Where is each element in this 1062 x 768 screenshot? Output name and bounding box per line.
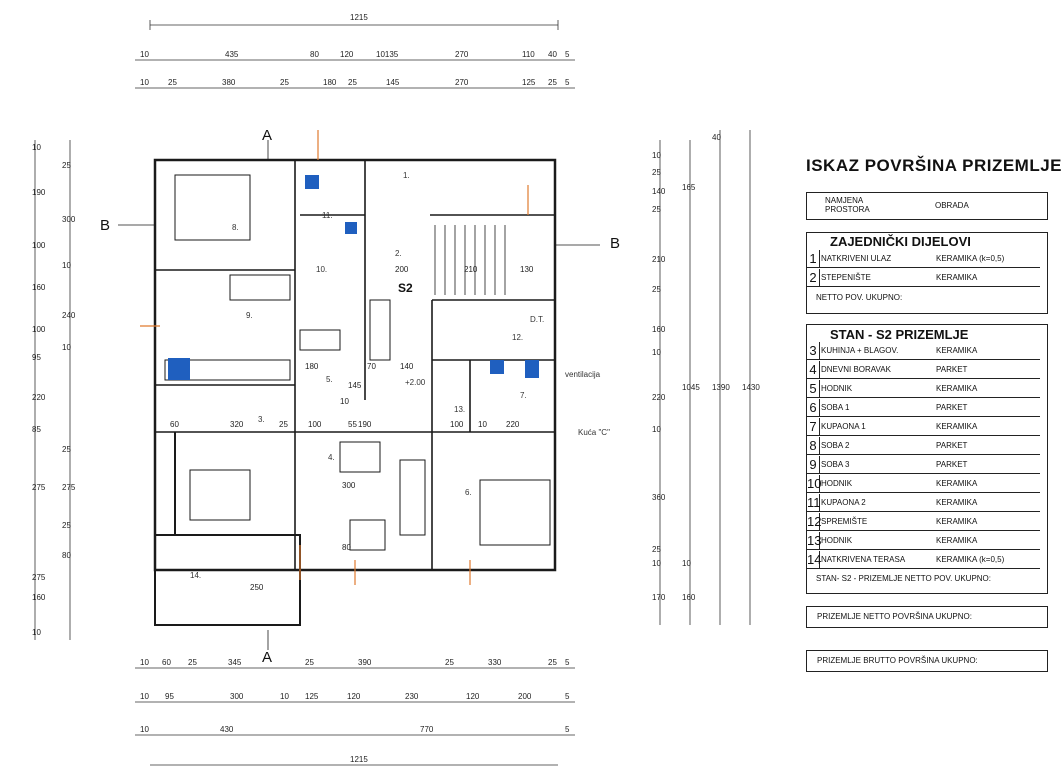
dim: 80 (342, 543, 351, 552)
room-name: KUPAONA 2 (821, 498, 866, 507)
room-3-label: 3. (258, 415, 265, 424)
room-finish: KERAMIKA (936, 422, 978, 431)
room-finish: KERAMIKA (936, 384, 978, 393)
room-9-label: 9. (246, 311, 253, 320)
right-dims-col1 (652, 151, 666, 602)
dim: 10 (280, 692, 289, 701)
dim: 345 (228, 658, 242, 667)
schedule-row (806, 437, 1036, 455)
room-14-label: 14. (190, 571, 202, 580)
dt-label: D.T. (530, 315, 545, 324)
schedule-row (806, 513, 1036, 531)
bottom-dimension-lines (135, 668, 575, 765)
dim: 25 (305, 658, 314, 667)
room-finish: KERAMIKA (936, 517, 978, 526)
bottom-dim-row3 (140, 725, 570, 734)
room-finish: PARKET (936, 403, 968, 412)
dim: 210 (652, 255, 666, 264)
dim: 70 (367, 362, 376, 371)
section-marks (100, 127, 620, 666)
room-finish: KERAMIKA (936, 498, 978, 507)
dim: 5 (565, 725, 570, 734)
dim: 5 (565, 50, 570, 59)
dim: 390 (358, 658, 372, 667)
top-dim-row1 (140, 50, 570, 59)
room-6-label: 6. (465, 488, 472, 497)
room-name: HODNIK (821, 479, 853, 488)
room-number: 4 (806, 361, 820, 379)
dim: 10 (140, 692, 149, 701)
row-divider (820, 378, 1040, 379)
dim: 100 (308, 420, 322, 429)
dim: 330 (488, 658, 502, 667)
dim: 320 (230, 420, 244, 429)
dim: 10 (140, 78, 149, 87)
room-finish: KERAMIKA (936, 536, 978, 545)
room-13-label: 13. (454, 405, 466, 414)
dim: 55 (348, 420, 357, 429)
dim: 230 (405, 692, 419, 701)
room-number: 8 (806, 437, 820, 455)
room-number: 10 (807, 476, 822, 491)
dim: 770 (420, 725, 434, 734)
dim: 140 (400, 362, 414, 371)
dim: 270 (455, 78, 469, 87)
dim: 100 (450, 420, 464, 429)
dim: 5 (565, 78, 570, 87)
room-4-label: 4. (328, 453, 335, 462)
dim: 275 (32, 573, 46, 582)
neighbor-house-label: Kuća "C" (578, 428, 610, 437)
schedule-title: ISKAZ POVRŠINA PRIZEMLJE (806, 156, 1062, 175)
dim: 10 (478, 420, 487, 429)
row-divider (820, 359, 1040, 360)
room-name: KUHINJA + BLAGOV. (821, 346, 899, 355)
room-finish: PARKET (936, 441, 968, 450)
dim: 25 (188, 658, 197, 667)
dim: 1430 (742, 383, 760, 392)
dim: 250 (250, 583, 264, 592)
room-number: 7 (806, 418, 820, 436)
dim: 10 (140, 50, 149, 59)
row-divider (820, 568, 1040, 569)
schedule-header (806, 192, 1048, 220)
dim: 130 (520, 265, 534, 274)
dim: 10 (62, 261, 71, 270)
schedule-row (806, 342, 1036, 360)
bottom-dim-row2 (140, 692, 570, 701)
shared-heading: ZAJEDNIČKI DIJELOVI (830, 234, 971, 249)
room-finish: PARKET (936, 460, 968, 469)
room-number: 5 (806, 380, 820, 398)
section-b-right: B (610, 235, 621, 252)
room-name: SOBA 1 (821, 403, 850, 412)
schedule-row (806, 494, 1036, 512)
dim: 125 (305, 692, 319, 701)
dim: 25 (62, 161, 71, 170)
header-namjena: NAMJENA PROSTORA (825, 196, 870, 214)
room-name: HODNIK (821, 536, 853, 545)
dim: 120 (347, 692, 361, 701)
dim: 300 (62, 215, 76, 224)
unit-label: S2 (398, 281, 413, 295)
room-number: 14 (807, 552, 822, 567)
room-12-label: 12. (512, 333, 524, 342)
room-number: 11 (807, 495, 821, 510)
dim: 220 (652, 393, 666, 402)
dim: 160 (32, 593, 46, 602)
dim: 10 (32, 143, 41, 152)
dim: 10 (340, 397, 349, 406)
dim: 200 (395, 265, 409, 274)
bottom-total-dim: 1215 (350, 755, 368, 764)
right-dims-col2 (682, 183, 700, 602)
section-b-left: B (100, 217, 111, 234)
room-number: 3 (806, 342, 820, 360)
schedule-row (806, 380, 1036, 398)
dim: 240 (62, 311, 76, 320)
terrace-outline (155, 432, 300, 625)
dim: 220 (32, 393, 46, 402)
room-name: SOBA 3 (821, 460, 850, 469)
room-name: KUPAONA 1 (821, 422, 866, 431)
room-7-label: 7. (520, 391, 527, 400)
top-dim-row2 (140, 78, 570, 87)
row-divider (820, 492, 1040, 493)
dim: 5 (565, 692, 570, 701)
dim: 10 (140, 658, 149, 667)
room-finish: PARKET (936, 365, 968, 374)
dim: 360 (652, 493, 666, 502)
dim: 270 (455, 50, 469, 59)
room-1-label: 1. (403, 171, 410, 180)
orange-markers (140, 130, 528, 585)
dim: 60 (170, 420, 179, 429)
dim: 435 (225, 50, 239, 59)
dim: 10 (682, 559, 691, 568)
room-8-label: 8. (232, 223, 239, 232)
schedule-row (806, 532, 1036, 550)
room-number: 12 (807, 514, 822, 529)
right-dimension-lines (660, 130, 750, 625)
dim: 10 (652, 559, 661, 568)
dim: 80 (62, 551, 71, 560)
dim: 5 (565, 658, 570, 667)
row-divider (820, 286, 1040, 287)
dim: 25 (548, 658, 557, 667)
dim: 160 (682, 593, 696, 602)
row-divider (820, 473, 1040, 474)
dim: 25 (548, 78, 557, 87)
dim: 210 (464, 265, 478, 274)
dim: 60 (162, 658, 171, 667)
dim: 180 (323, 78, 337, 87)
header-obrada: OBRADA (935, 201, 969, 210)
dim: 170 (652, 593, 666, 602)
row-divider (820, 435, 1040, 436)
level-label: +2.00 (405, 378, 426, 387)
dim: 220 (506, 420, 520, 429)
stair-treads (435, 225, 505, 295)
schedule-row (806, 399, 1036, 417)
dim: 25 (280, 78, 289, 87)
dim: 165 (682, 183, 696, 192)
schedule-row (806, 361, 1036, 379)
dim: 160 (652, 325, 666, 334)
dim: 100 (32, 325, 46, 334)
dim: 120 (466, 692, 480, 701)
dim: 10 (652, 425, 661, 434)
room-name: NATKRIVENA TERASA (821, 555, 906, 564)
dim: 300 (230, 692, 244, 701)
room-name: SOBA 2 (821, 441, 850, 450)
dim: 80 (310, 50, 319, 59)
floor-gross-box (806, 650, 1048, 672)
dim: 25 (62, 445, 71, 454)
room-number: 9 (806, 456, 820, 474)
row-divider (820, 267, 1040, 268)
dim: 275 (62, 483, 76, 492)
dim: 275 (32, 483, 46, 492)
room-name: STEPENIŠTE (821, 273, 871, 282)
dim: 85 (32, 425, 41, 434)
dim: 25 (445, 658, 454, 667)
dim: 145 (348, 381, 362, 390)
schedule-row (806, 269, 1036, 287)
dim: 10 (652, 151, 661, 160)
room-finish: KERAMIKA (k=0,5) (936, 555, 1005, 564)
dim: 100 (32, 241, 46, 250)
dim: 25 (652, 545, 661, 554)
unit-total: STAN- S2 - PRIZEMLJE NETTO POV. UKUPNO: (816, 574, 991, 583)
right-dims-col3 (712, 133, 730, 392)
dim: 10135 (376, 50, 399, 59)
room-name: HODNIK (821, 384, 853, 393)
schedule-row (806, 475, 1036, 493)
bathroom-fixtures (168, 175, 539, 380)
room-2-label: 2. (395, 249, 402, 258)
section-a-top: A (262, 127, 273, 144)
dim: 25 (652, 285, 661, 294)
room-finish: KERAMIKA (936, 479, 978, 488)
room-5-label: 5. (326, 375, 333, 384)
right-dims-col4 (742, 383, 760, 392)
row-divider (820, 397, 1040, 398)
dim: 95 (32, 353, 41, 362)
dim: 190 (358, 420, 372, 429)
dim: 10 (32, 628, 41, 637)
floor-net-box (806, 606, 1048, 628)
room-finish: KERAMIKA (936, 346, 978, 355)
dim: 1045 (682, 383, 700, 392)
room-number: 6 (806, 399, 820, 417)
room-number: 2 (806, 269, 820, 287)
room-name: NATKRIVENI ULAZ (821, 254, 892, 263)
unit-heading: STAN - S2 PRIZEMLJE (830, 327, 969, 342)
schedule-row (806, 456, 1036, 474)
dim: 300 (342, 481, 356, 490)
dim: 200 (518, 692, 532, 701)
dim: 120 (340, 50, 354, 59)
bottom-dim-row1 (140, 658, 570, 667)
row-divider (820, 549, 1040, 550)
room-finish: KERAMIKA (k=0,5) (936, 254, 1005, 263)
dim: 430 (220, 725, 234, 734)
room-11-label: 11. (322, 211, 333, 220)
dim: 40 (712, 133, 721, 142)
room-number: 13 (807, 533, 822, 548)
dim: 10 (62, 343, 71, 352)
dim: 160 (32, 283, 46, 292)
room-name: SPREMIŠTE (821, 517, 868, 526)
dim: 145 (386, 78, 400, 87)
shared-total: NETTO POV. UKUPNO: (816, 293, 903, 302)
dim: 125 (522, 78, 536, 87)
row-divider (820, 511, 1040, 512)
schedule-row (806, 551, 1036, 569)
dim: 180 (305, 362, 319, 371)
section-a-bottom: A (262, 649, 273, 666)
row-divider (820, 530, 1040, 531)
dim: 40 (548, 50, 557, 59)
floor-gross: PRIZEMLJE BRUTTO POVRŠINA UKUPNO: (817, 656, 978, 665)
top-total-dim: 1215 (350, 13, 368, 22)
dim: 190 (32, 188, 46, 197)
dim: 10 (652, 348, 661, 357)
interior-dims (170, 265, 534, 592)
left-dims-col1 (32, 143, 46, 637)
dim: 25 (348, 78, 357, 87)
room-10-label: 10. (316, 265, 328, 274)
dim: 110 (522, 50, 535, 59)
ventilation-label: ventilacija (565, 370, 601, 379)
left-dims-col2 (62, 161, 76, 560)
dim: 1390 (712, 383, 730, 392)
schedule-row (806, 250, 1036, 268)
dim: 25 (279, 420, 288, 429)
room-number: 1 (806, 250, 820, 268)
row-divider (820, 454, 1040, 455)
room-finish: KERAMIKA (936, 273, 978, 282)
dim: 25 (652, 205, 661, 214)
floor-net: PRIZEMLJE NETTO POVRŠINA UKUPNO: (817, 612, 972, 621)
dim: 380 (222, 78, 236, 87)
room-name: DNEVNI BORAVAK (821, 365, 891, 374)
dim: 25 (62, 521, 71, 530)
schedule-row (806, 418, 1036, 436)
dim: 95 (165, 692, 174, 701)
row-divider (820, 416, 1040, 417)
dim: 10 (140, 725, 149, 734)
dim: 25 (168, 78, 177, 87)
dim: 140 (652, 187, 666, 196)
dim: 25 (652, 168, 661, 177)
